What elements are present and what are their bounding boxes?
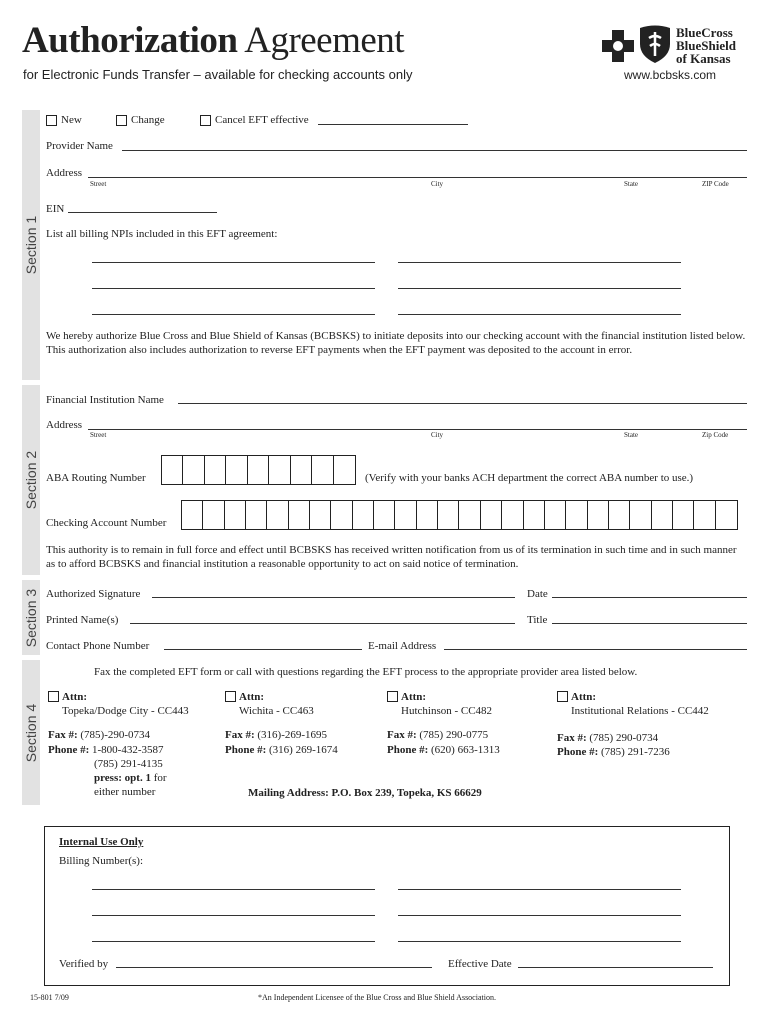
billing-field-1[interactable]: [92, 889, 375, 890]
institutional-fax-value: (785) 290-0734: [589, 732, 659, 744]
billing-field-6[interactable]: [398, 941, 681, 942]
topeka-phone-value: 1-800-432-3587: [92, 744, 164, 756]
attn-hutchinson-checkbox[interactable]: [387, 691, 398, 702]
institutional-fax-label: Fax #:: [557, 732, 587, 744]
financial-institution-field[interactable]: [178, 403, 747, 404]
wichita-fax: [225, 729, 327, 741]
wichita-phone: [225, 744, 338, 756]
fi-city-caption: City: [431, 431, 444, 439]
topeka-phone-label: Phone #:: [48, 744, 90, 756]
hutchinson-area: Hutchinson - CC482: [401, 705, 493, 717]
aba-routing-label: ABA Routing Number: [46, 472, 146, 484]
title-field[interactable]: [552, 623, 747, 624]
title-label: Title: [527, 614, 548, 626]
checking-account-boxes[interactable]: [181, 500, 738, 530]
billing-field-3[interactable]: [92, 915, 375, 916]
contact-phone-label: Contact Phone Number: [46, 640, 150, 652]
npi-field-4[interactable]: [398, 288, 681, 289]
npi-prompt: List all billing NPIs included in this EFT agreement:: [46, 228, 278, 240]
npi-field-2[interactable]: [398, 262, 681, 263]
attn-topeka-label: Attn:: [62, 691, 88, 703]
wichita-phone-value: (316) 269-1674: [269, 744, 338, 756]
state-caption: State: [624, 180, 638, 188]
provider-name-label: Provider Name: [46, 140, 113, 152]
topeka-phone: [48, 744, 164, 756]
billing-field-5[interactable]: [92, 941, 375, 942]
attn-hutchinson-label: Attn:: [401, 691, 427, 703]
effective-date-field[interactable]: [518, 967, 713, 968]
change-checkbox[interactable]: [116, 115, 127, 126]
aba-routing-boxes[interactable]: [161, 455, 356, 485]
printed-name-label: Printed Name(s): [46, 614, 119, 626]
section-1-label: Section 1: [23, 215, 39, 275]
blue-cross-icon: [600, 28, 636, 64]
topeka-fax: [48, 729, 150, 741]
aba-note: (Verify with your banks ACH department the correct ABA number to use.): [365, 472, 694, 484]
hutchinson-phone-label: Phone #:: [387, 744, 429, 756]
authorization-text: We hereby authorize Blue Cross and Blue Shield of Kansas (BCBSKS) to initiate deposits into our checking account with the financial institution listed below. This authorization also includes authorization to reverse EFT payments when the EFT payment was deposited to the account in error.: [46, 330, 746, 356]
billing-numbers-label: Billing Number(s):: [59, 855, 144, 867]
hutchinson-phone: [387, 744, 500, 756]
title-light: Agreement: [244, 20, 405, 61]
email-field[interactable]: [444, 649, 747, 650]
wichita-area: Wichita - CC463: [239, 705, 314, 717]
internal-use-box: [44, 826, 730, 986]
topeka-phone-2: (785) 291-4135: [94, 758, 163, 770]
topeka-press-for: for: [153, 772, 167, 784]
section-2-label: Section 2: [23, 450, 39, 510]
printed-name-field[interactable]: [130, 623, 515, 624]
logo-line-3: of Kansas: [676, 51, 731, 66]
npi-field-5[interactable]: [92, 314, 375, 315]
section-1-tab: [22, 110, 40, 380]
billing-field-2[interactable]: [398, 889, 681, 890]
topeka-either: either number: [94, 786, 156, 798]
effective-date-label: Effective Date: [448, 958, 512, 970]
attn-topeka-checkbox[interactable]: [48, 691, 59, 702]
address-field[interactable]: [88, 177, 747, 178]
wichita-fax-value: (316)-269-1695: [257, 729, 328, 741]
attn-institutional-checkbox[interactable]: [557, 691, 568, 702]
topeka-press: [94, 772, 167, 784]
npi-field-6[interactable]: [398, 314, 681, 315]
cancel-eft-label: Cancel EFT effective: [215, 114, 309, 126]
bcbs-logo: [600, 22, 750, 68]
street-caption: Street: [90, 180, 107, 188]
signature-field[interactable]: [152, 597, 515, 598]
hutchinson-fax-value: (785) 290-0775: [419, 729, 489, 741]
form-number: 15-801 7/09: [30, 993, 69, 1002]
hutchinson-fax-label: Fax #:: [387, 729, 417, 741]
authority-text: This authority is to remain in full force and effect until BCBSKS has received written notification from us of its termination in such time and in such manner as to afford BCBSKS and financial institution a reasonable opportunity to act on said notice of termination.: [46, 544, 737, 570]
institutional-area: Institutional Relations - CC442: [571, 705, 709, 717]
wichita-fax-label: Fax #:: [225, 729, 255, 741]
attn-wichita-checkbox[interactable]: [225, 691, 236, 702]
provider-name-field[interactable]: [122, 150, 747, 151]
logo-line-2: BlueShield: [676, 38, 736, 53]
section-3-tab: [22, 580, 40, 655]
wichita-phone-label: Phone #:: [225, 744, 267, 756]
billing-field-4[interactable]: [398, 915, 681, 916]
zip-caption: ZIP Code: [702, 180, 729, 188]
topeka-fax-label: Fax #:: [48, 729, 78, 741]
hutchinson-fax: [387, 729, 488, 741]
verified-by-field[interactable]: [116, 967, 432, 968]
topeka-press-option: press: opt. 1: [94, 772, 151, 784]
fax-instruction: Fax the completed EFT form or call with questions regarding the EFT process to the appropriate provider area listed below.: [94, 666, 638, 678]
cancel-eft-checkbox[interactable]: [200, 115, 211, 126]
verified-by-label: Verified by: [59, 958, 109, 970]
cancel-date-field[interactable]: [318, 124, 468, 125]
email-label: E-mail Address: [368, 640, 437, 652]
npi-field-3[interactable]: [92, 288, 375, 289]
date-field[interactable]: [552, 597, 747, 598]
section-4-tab: [22, 660, 40, 805]
mailing-address: Mailing Address: P.O. Box 239, Topeka, KS 66629: [248, 787, 482, 799]
institutional-phone-label: Phone #:: [557, 746, 599, 758]
ein-label: EIN: [46, 203, 65, 215]
institutional-phone: [557, 746, 670, 758]
institutional-fax: [557, 732, 658, 744]
licensee-note: *An Independent Licensee of the Blue Cross and Blue Shield Association.: [258, 993, 496, 1002]
new-label: New: [61, 114, 82, 126]
signature-label: Authorized Signature: [46, 588, 141, 600]
fi-address-label: Address: [46, 419, 83, 431]
fi-street-caption: Street: [90, 431, 107, 439]
ein-field[interactable]: [68, 212, 217, 213]
fi-address-field[interactable]: [88, 429, 747, 430]
website: www.bcbsks.com: [624, 68, 717, 82]
institutional-phone-value: (785) 291-7236: [601, 746, 670, 758]
city-caption: City: [431, 180, 444, 188]
checking-account-label: Checking Account Number: [46, 517, 167, 529]
logo-line-1: BlueCross: [676, 25, 733, 40]
form-subtitle: for Electronic Funds Transfer – available for checking accounts only: [23, 67, 413, 82]
internal-use-title: Internal Use Only: [59, 836, 144, 848]
topeka-area: Topeka/Dodge City - CC443: [62, 705, 189, 717]
fi-zip-caption: Zip Code: [702, 431, 729, 439]
address-label: Address: [46, 167, 83, 179]
change-label: Change: [131, 114, 165, 126]
financial-institution-label: Financial Institution Name: [46, 394, 164, 406]
attn-institutional-label: Attn:: [571, 691, 597, 703]
form-title: [22, 20, 404, 62]
npi-field-1[interactable]: [92, 262, 375, 263]
title-bold: Authorization: [22, 20, 238, 61]
hutchinson-phone-value: (620) 663-1313: [431, 744, 500, 756]
contact-phone-field[interactable]: [164, 649, 362, 650]
date-label: Date: [527, 588, 548, 600]
section-2-tab: [22, 385, 40, 575]
topeka-fax-value: (785)-290-0734: [80, 729, 151, 741]
section-4-label: Section 4: [23, 703, 39, 762]
blue-shield-icon: [638, 24, 672, 64]
attn-wichita-label: Attn:: [239, 691, 265, 703]
fi-state-caption: State: [624, 431, 638, 439]
section-3-label: Section 3: [23, 588, 39, 647]
new-checkbox[interactable]: [46, 115, 57, 126]
